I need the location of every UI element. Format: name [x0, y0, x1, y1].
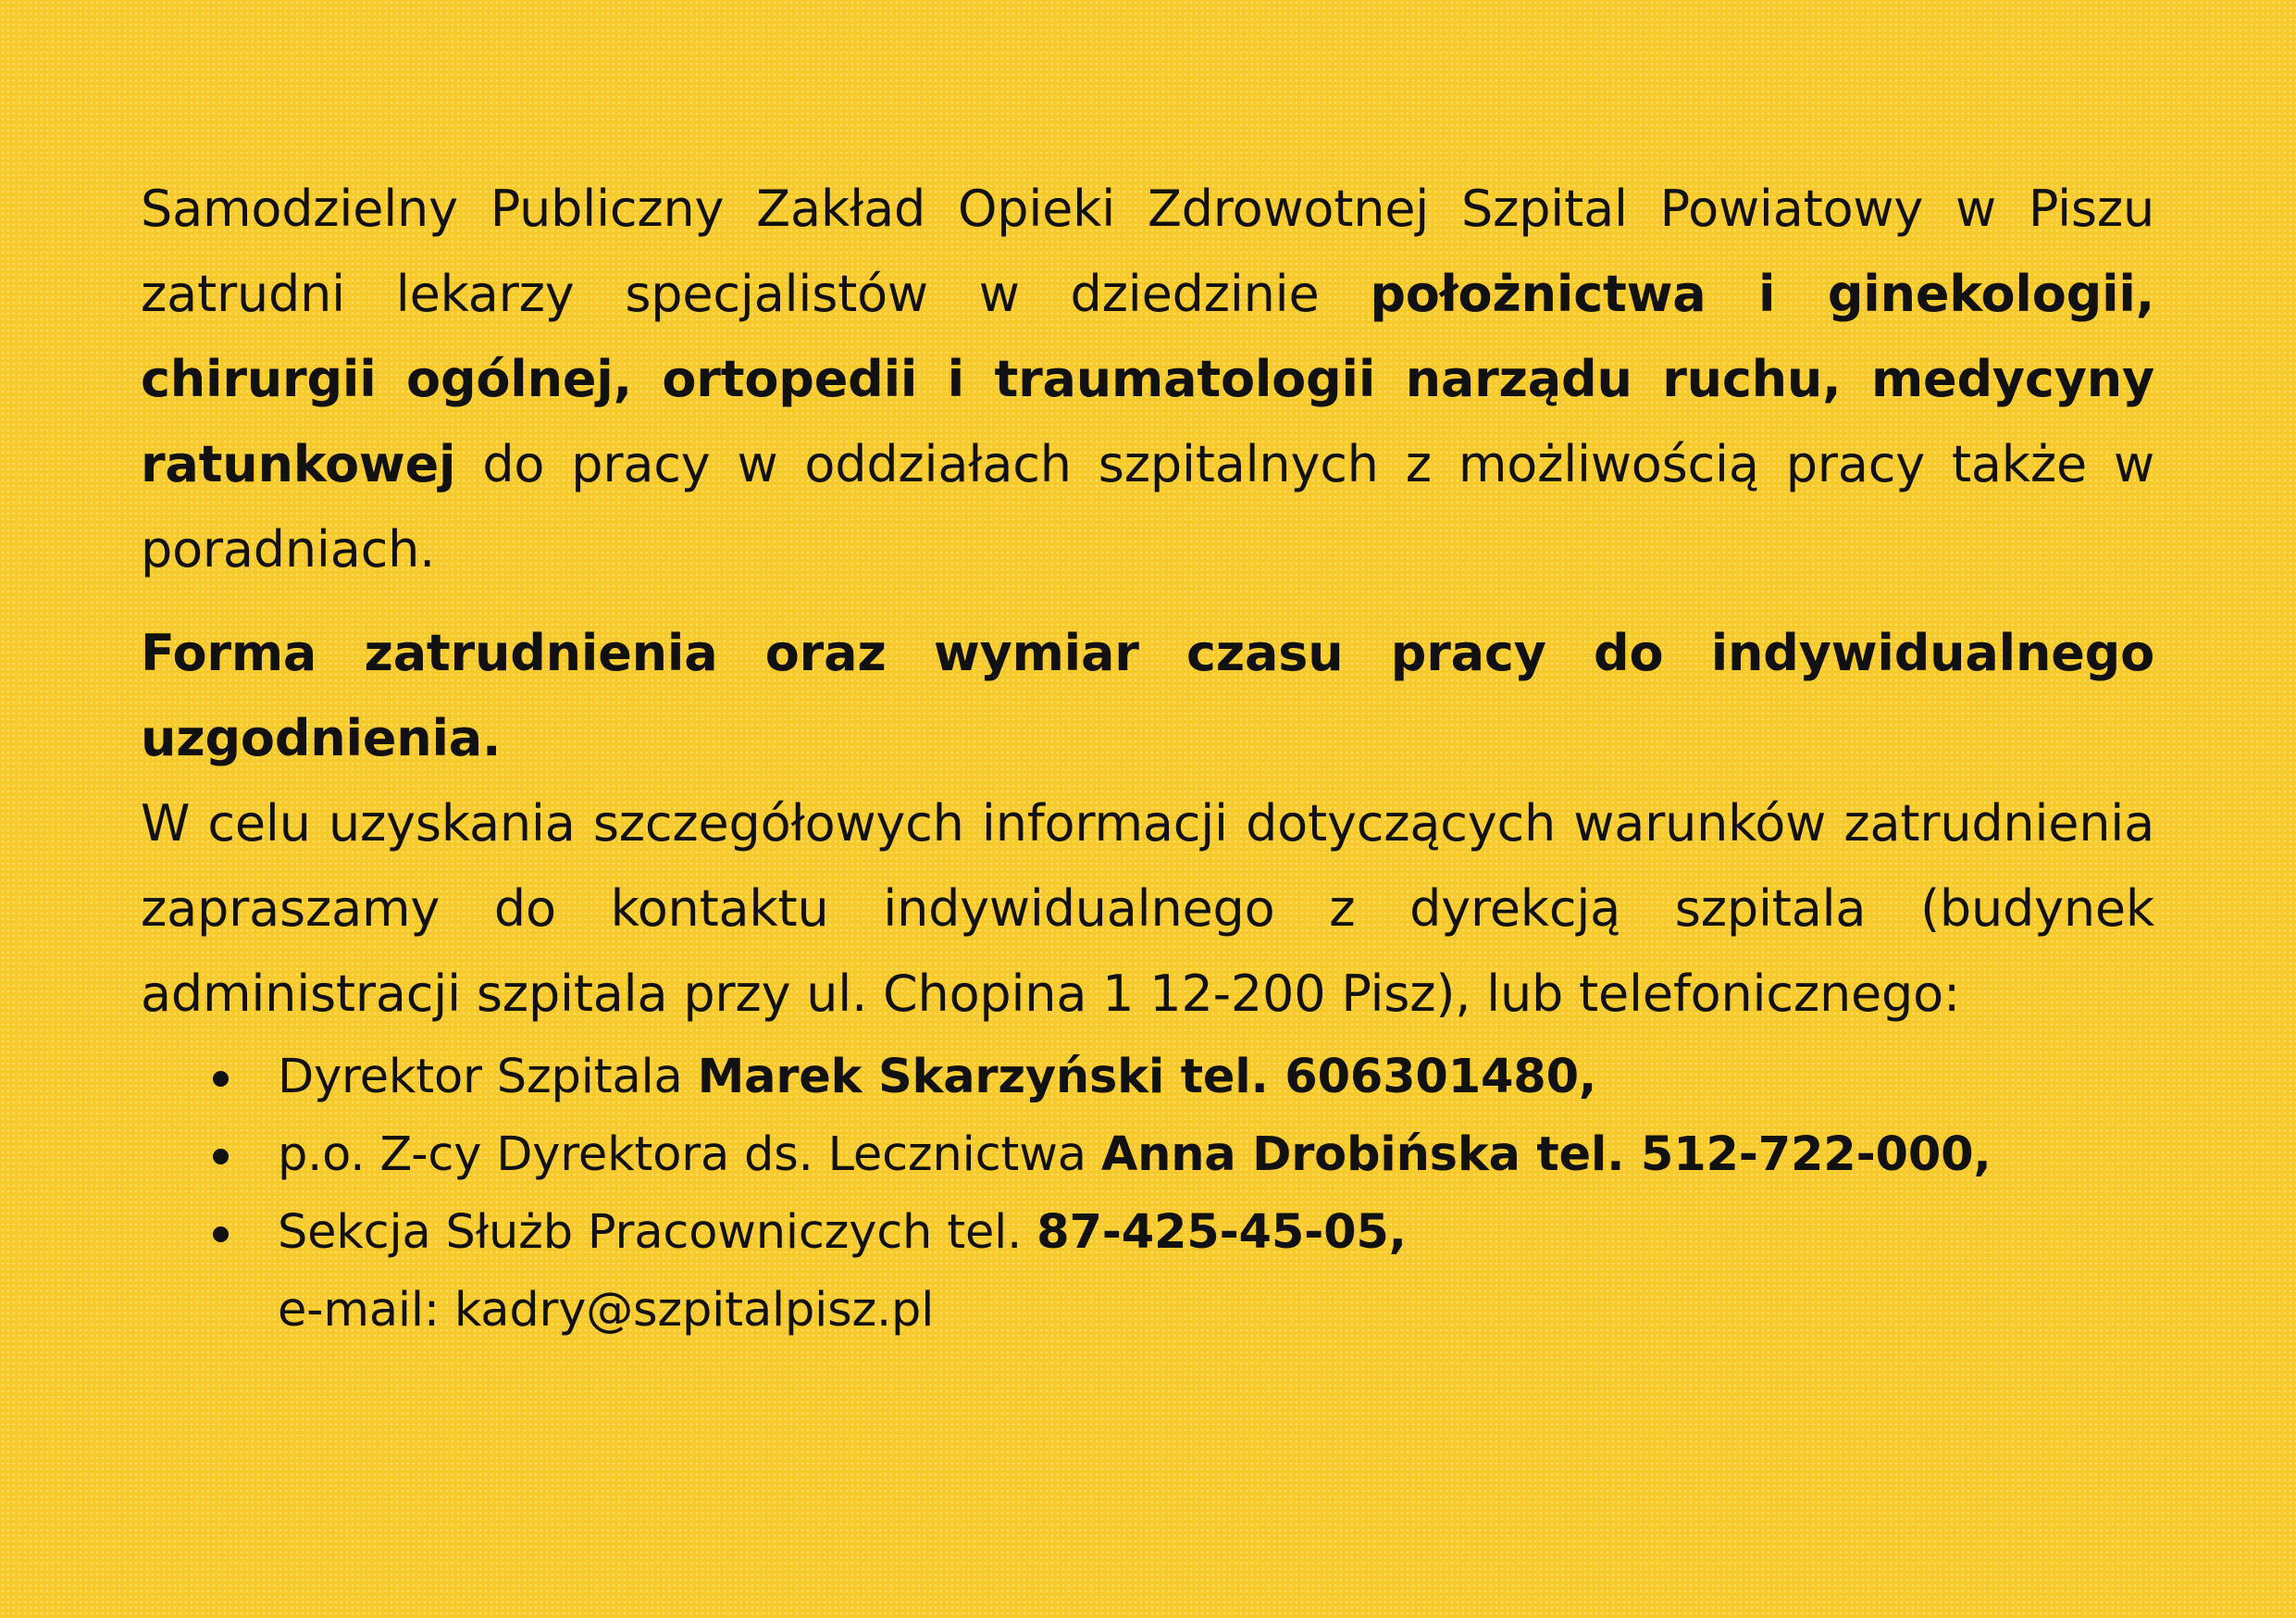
contact-details: 87-425-45-05,	[1036, 1205, 1407, 1260]
contact-details: Anna Drobińska tel. 512-722-000,	[1100, 1127, 1992, 1182]
employment-form: Forma zatrudnienia oraz wymiar czasu pracy do indywidualnego uzgodnienia.	[141, 624, 2154, 767]
contact-item-deputy-director	[141, 1116, 2154, 1194]
contact-role: Sekcja Służb Pracowniczych tel.	[278, 1205, 1037, 1260]
contact-role: p.o. Z-cy Dyrektora ds. Lecznictwa	[278, 1127, 1101, 1182]
bullet-icon	[213, 1226, 229, 1242]
contact-item-hr-section	[141, 1194, 2154, 1272]
contact-role: Dyrektor Szpitala	[278, 1050, 698, 1104]
contact-info-paragraph: W celu uzyskania szczegółowych informacji dotyczących warunków zatrudnienia zapraszamy do kontaktu indywidualnego z dyrekcją szpitala (budynek administracji szpitala przy ul. Chopina 1 12-200 Pisz), lub telefonicznego:	[141, 794, 2154, 1023]
intro-paragraph	[141, 167, 2154, 592]
contact-details: Marek Skarzyński tel. 606301480,	[697, 1050, 1597, 1104]
bullet-icon	[213, 1071, 229, 1087]
contact-item-director	[141, 1039, 2154, 1116]
employment-form-paragraph	[141, 611, 2154, 781]
intro-text-end: do pracy w oddziałach szpitalnych z możliwością pracy także w poradniach.	[141, 435, 2154, 579]
specialties: położnictwa i ginekologii, chirurgii ogólnej, ortopedii i traumatologii narządu ruchu, medycyny ratunkowej	[141, 265, 2155, 493]
email-line: e-mail: kadry@szpitalpisz.pl	[278, 1283, 935, 1338]
announcement	[141, 167, 2154, 1350]
intro-text-start: Samodzielny Publiczny Zakład Opieki Zdrowotnej Szpital Powiatowy w Piszu zatrudni lekarzy specjalistów w dziedzinie	[141, 180, 2154, 323]
bullet-icon	[213, 1149, 229, 1164]
contact-list	[141, 1039, 2154, 1272]
